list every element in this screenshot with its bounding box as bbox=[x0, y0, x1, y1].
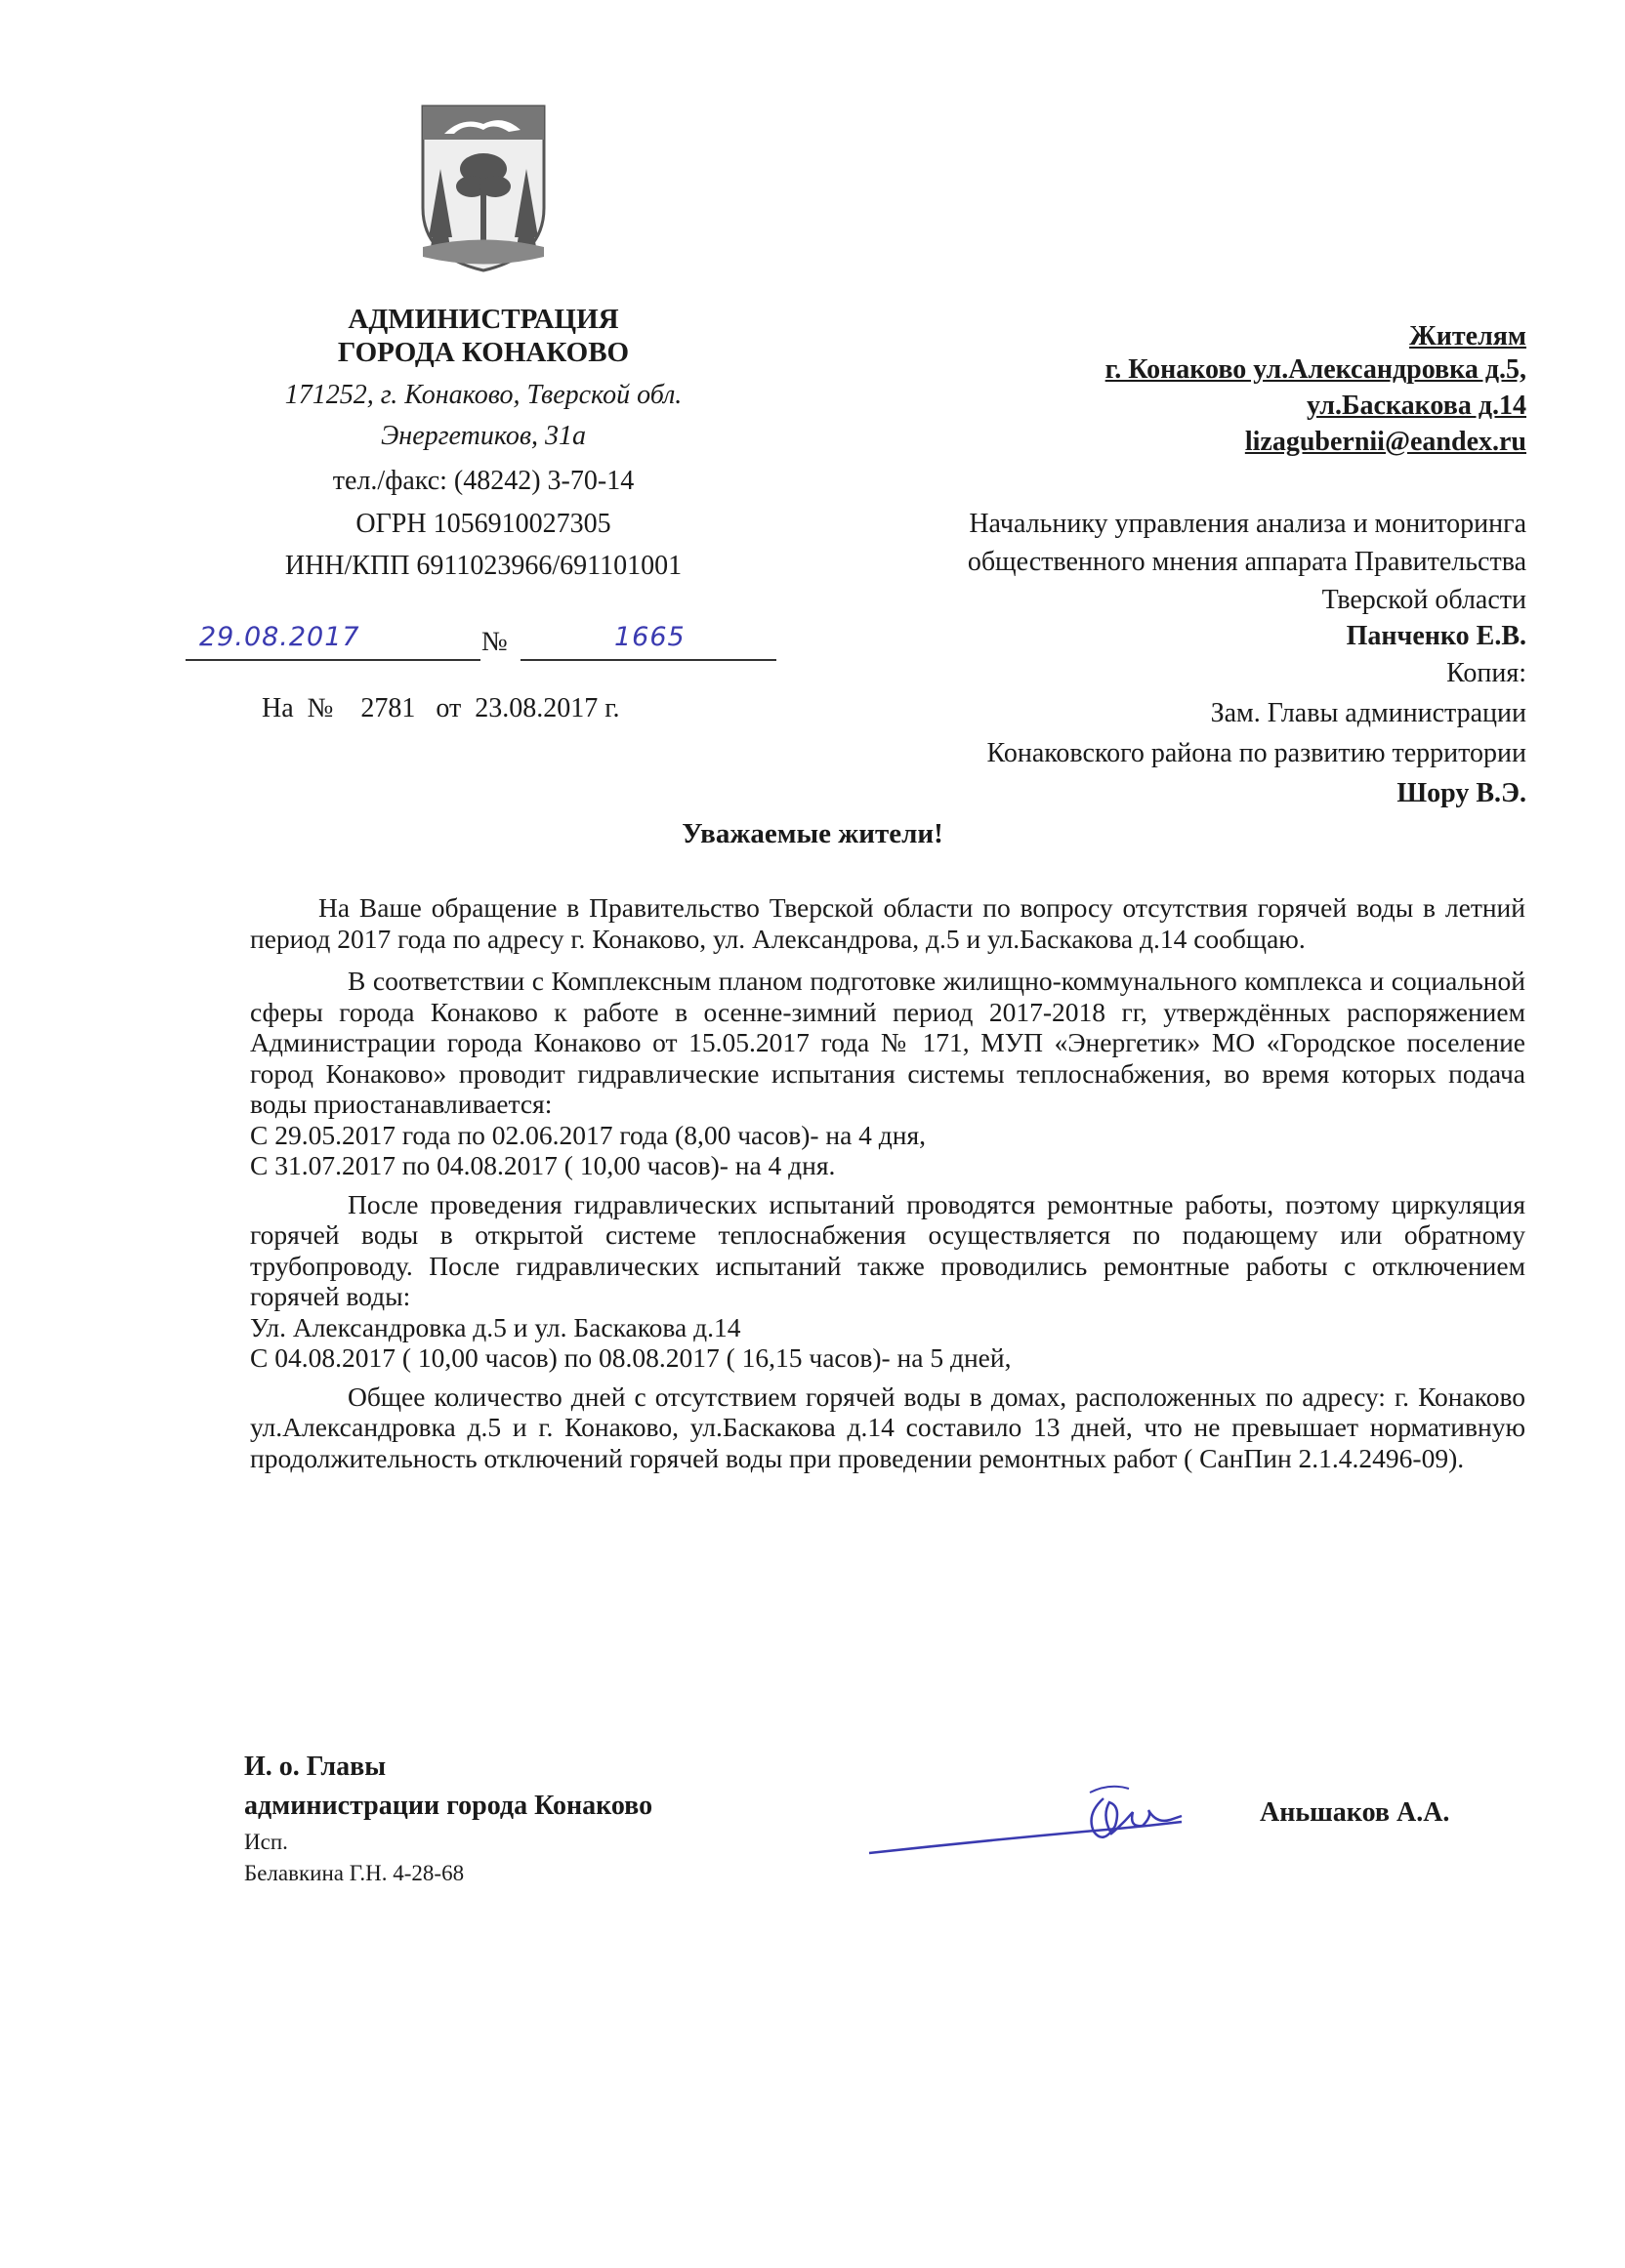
recipient-official-line3: Тверской области bbox=[1321, 585, 1526, 615]
recipient-copy-line1: Зам. Главы администрации bbox=[1210, 698, 1526, 728]
recipient-residents: Жителям bbox=[1409, 321, 1526, 351]
handwritten-signature bbox=[859, 1777, 1211, 1865]
recipient-residents-address2: ул.Баскакова д.14 bbox=[1306, 391, 1526, 421]
schedule-line-2: С 31.07.2017 по 04.08.2017 ( 10,00 часов)- на 4 дня. bbox=[250, 1150, 836, 1180]
schedule-line-1: С 29.05.2017 года по 02.06.2017 года (8,00 часов)- на 4 дня, bbox=[250, 1119, 927, 1150]
address-line: Ул. Александровка д.5 и ул. Баскакова д.14 bbox=[250, 1311, 741, 1342]
recipient-copy-name: Шору В.Э. bbox=[1396, 778, 1526, 808]
org-ogrn: ОГРН 1056910027305 bbox=[355, 509, 611, 539]
org-phone: тел./факс: (48242) 3-70-14 bbox=[332, 466, 635, 496]
date-field bbox=[186, 622, 480, 661]
copy-label: Копия: bbox=[1446, 658, 1526, 688]
number-handwritten: 1665 bbox=[614, 622, 686, 652]
paragraph-2: В соответствии с Комплексным планом подготовке жилищно-коммунального комплекса и социальной сферы города Конаково к работе в осенне-зимний период 2017-2018 гг, утверждённых распоряжением Администрации города Конаково от 15.05.2017 года № 171, МУП «Энергетик» МО «Городское поселение город Конаково» проводит гидравлические испытания системы теплоснабжения, во время которых подача воды приостанавливается: bbox=[250, 966, 1525, 1119]
executor-name: Белавкина Г.Н. 4-28-68 bbox=[244, 1861, 465, 1885]
letter-body bbox=[250, 892, 1525, 1473]
number-field bbox=[521, 622, 776, 661]
date-handwritten: 29.08.2017 bbox=[199, 622, 360, 652]
org-name-line1: АДМИНИСТРАЦИЯ bbox=[348, 304, 619, 335]
org-name-line2: ГОРОДА КОНАКОВО bbox=[337, 337, 630, 368]
coat-of-arms-emblem bbox=[415, 101, 552, 274]
org-address-line2: Энергетиков, 31а bbox=[380, 421, 587, 451]
number-sign: № bbox=[481, 627, 508, 657]
recipient-residents-address1: г. Конаково ул.Александровка д.5, bbox=[1104, 354, 1526, 385]
recipient-official-line1: Начальнику управления анализа и мониторинга bbox=[969, 509, 1526, 539]
org-address-line1: 171252, г. Конаково, Тверской обл. bbox=[284, 380, 683, 410]
signer-title-line1: И. о. Главы bbox=[244, 1752, 387, 1782]
signer-title-line2: администрации города Конаково bbox=[244, 1791, 653, 1821]
recipient-official-name: Панченко Е.В. bbox=[1346, 621, 1526, 651]
paragraph-1: На Ваше обращение в Правительство Тверской области по вопросу отсутствия горячей воды в летний период 2017 года по адресу г. Конаково, ул. Александрова, д.5 и ул.Баскакова д.14 сообщаю. bbox=[250, 892, 1525, 954]
salutation: Уважаемые жители! bbox=[682, 818, 943, 849]
signer-name: Аньшаков А.А. bbox=[1260, 1797, 1450, 1828]
recipient-email: lizagubernii@eandex.ru bbox=[1244, 427, 1526, 457]
executor-label: Исп. bbox=[244, 1830, 288, 1854]
reply-reference: На № 2781 от 23.08.2017 г. bbox=[262, 693, 620, 723]
recipient-copy-line2: Конаковского района по развитию территории bbox=[986, 738, 1526, 768]
paragraph-4: Общее количество дней с отсутствием горячей воды в домах, расположенных по адресу: г. Конаково ул.Александровка д.5 и г. Конаково, ул.Баскакова д.14 составило 13 дней, что не превышает нормативную продолжительность отключений горячей воды при проведении ремонтных работ ( СанПин 2.1.4.2496-09). bbox=[250, 1381, 1525, 1473]
recipient-official-line2: общественного мнения аппарата Правительства bbox=[967, 547, 1526, 577]
org-inn: ИНН/КПП 6911023966/691101001 bbox=[284, 551, 683, 581]
schedule-line-3: С 04.08.2017 ( 10,00 часов) по 08.08.2017 ( 16,15 часов)- на 5 дней, bbox=[250, 1342, 1012, 1373]
paragraph-3: После проведения гидравлических испытаний проводятся ремонтные работы, поэтому циркуляция горячей воды в открытой системе теплоснабжения осуществляется по подающему или обратному трубопроводу. После гидравлических испытаний также проводились ремонтные работы с отключением горячей воды: bbox=[250, 1188, 1525, 1311]
